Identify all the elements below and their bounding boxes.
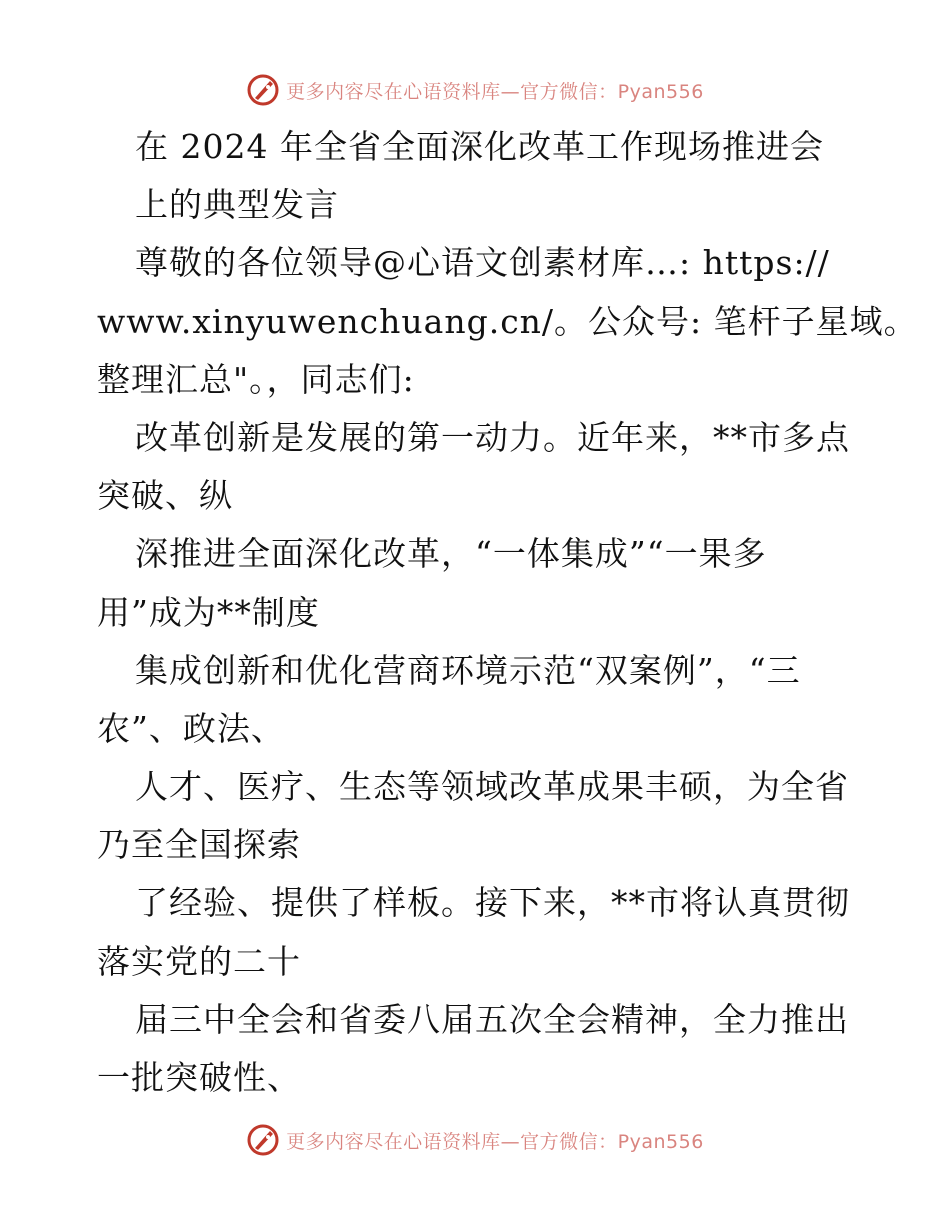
pen-nib-logo-icon: [246, 73, 280, 107]
document-line: 集成创新和优化营商环境示范“双案例”，“三: [135, 650, 801, 690]
document-line: 改革创新是发展的第一动力。近年来，**市多点: [135, 417, 850, 457]
page-footer-banner: [0, 1120, 950, 1160]
document-line: 整理汇总"。，同志们:: [97, 359, 415, 399]
document-line: 届三中全会和省委八届五次全会精神，全力推出: [135, 999, 849, 1039]
document-line: 在 2024 年全省全面深化改革工作现场推进会: [135, 127, 824, 166]
document-line: 乃至全国探索: [97, 825, 301, 865]
pen-nib-logo-icon: [246, 1123, 280, 1157]
document-line: 用”成为**制度: [97, 592, 320, 632]
document-line: 尊敬的各位领导@心语文创素材库…: https://: [135, 243, 830, 283]
document-line: www.xinyuwenchuang.cn/。公众号: 笔杆子星域。: [97, 301, 918, 341]
footer-banner-text: 更多内容尽在心语资料库—官方微信：Pyan556: [286, 1130, 704, 1153]
document-line: 深推进全面深化改革，“一体集成”“一果多: [135, 534, 767, 574]
header-banner-text: 更多内容尽在心语资料库—官方微信：Pyan556: [286, 80, 704, 103]
page-header-banner: [0, 70, 950, 110]
document-line: 落实党的二十: [97, 941, 301, 981]
document-line: 突破、纵: [97, 476, 233, 516]
document-body: [97, 118, 918, 1107]
document-line: 农”、政法、: [97, 708, 285, 748]
document-line: 一批突破性、: [97, 1058, 301, 1097]
document-line: 人才、医疗、生态等领域改革成果丰硕，为全省: [135, 767, 849, 807]
document-line: 上的典型发言: [135, 185, 339, 225]
document-line: 了经验、提供了样板。接下来，**市将认真贯彻: [135, 883, 850, 923]
